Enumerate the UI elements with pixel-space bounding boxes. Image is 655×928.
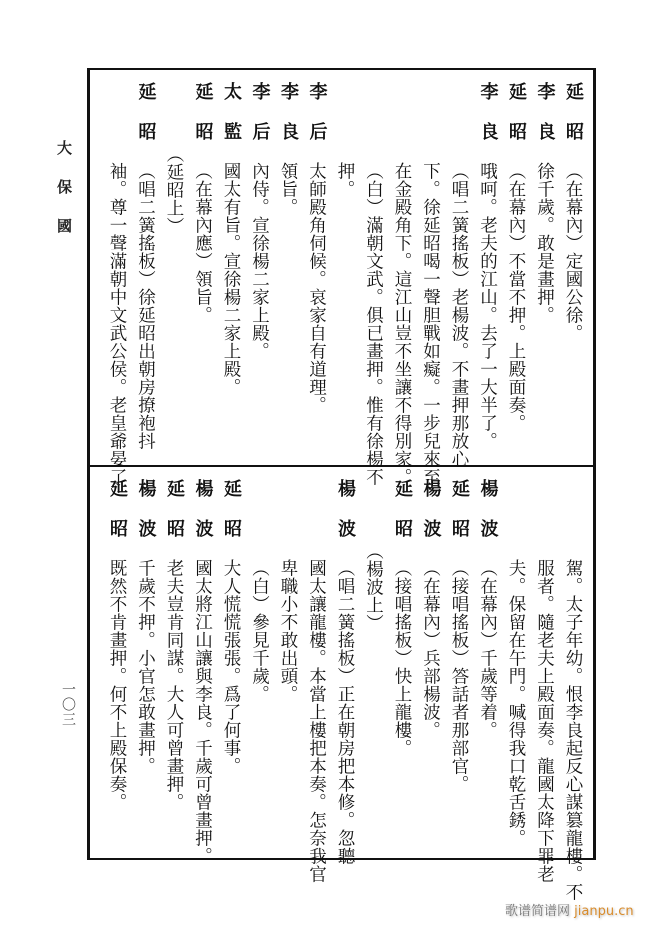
speaker-name: 延昭 [164, 479, 185, 559]
dialogue-line: 太師殿角伺候。哀家自有道理。 [306, 162, 327, 414]
dialogue-line: 大人慌慌張張。爲了何事。 [221, 559, 241, 775]
page-number: 一〇三 [60, 682, 76, 727]
dialogue-line: （在幕內）定國公徐。 [563, 162, 583, 342]
speaker-name: 楊波 [335, 479, 356, 559]
dialogue-line: （在幕內）兵部楊波。 [420, 559, 441, 739]
dialogue-line: 內侍。宣徐楊二家上殿。 [249, 162, 270, 360]
continuation-line: （白）滿朝文武。俱已畫押。惟有徐楊不 [363, 162, 384, 486]
speaker-name: 延昭 [449, 479, 470, 559]
continuation-line: （白）參見千歲。 [249, 559, 270, 703]
dialogue-line: （唱二簧搖板）徐延昭出朝房撩袍抖 [135, 162, 156, 450]
speaker-name: 延昭 [563, 82, 584, 162]
continuation-line: （延昭上） [164, 145, 184, 235]
watermark-en: jianpu.cn [574, 904, 634, 919]
section-divider [87, 465, 596, 467]
dialogue-line: 國太將江山讓與李良。千歲可曾畫押。 [192, 559, 213, 865]
dialogue-line: （在幕內應）領旨。 [192, 162, 213, 324]
continuation-line: （唱二簧搖板）老楊波。不畫押那放心 [449, 162, 469, 468]
watermark-cn: 歌谱简谱网 [505, 904, 571, 919]
continuation-line: （楊波上） [363, 542, 384, 632]
speaker-name: 李后 [306, 82, 328, 162]
continuation-line: 袖。尊一聲滿朝中文武公侯。老皇爺晏了 [107, 162, 127, 486]
speaker-name: 延昭 [192, 82, 214, 162]
speaker-name: 李后 [249, 82, 271, 162]
speaker-name: 太監 [221, 82, 242, 162]
speaker-name: 李良 [278, 82, 299, 162]
continuation-line: 卑職小不敢出頭。 [278, 559, 298, 703]
dialogue-line: （在幕內）千歲等着。 [477, 559, 498, 739]
book-title: 大保國 [55, 140, 73, 257]
speaker-name: 楊波 [192, 479, 214, 559]
continuation-line: 下。徐延昭喝一聲胆戰如癡。一步兒來至 [420, 162, 441, 486]
dialogue-line: 哦呵。老夫的江山。去了一大半了。 [477, 162, 498, 450]
speaker-name: 延昭 [506, 82, 527, 162]
speaker-name: 延昭 [392, 479, 413, 559]
speaker-name: 楊波 [135, 479, 157, 559]
dialogue-line: （接唱搖板）快上龍樓。 [392, 559, 412, 757]
watermark [505, 900, 634, 919]
speaker-name: 延昭 [107, 479, 128, 559]
continuation-line: 國太讓龍樓。本當上樓把本奏。怎奈我官 [306, 559, 327, 883]
speaker-name: 李良 [477, 82, 499, 162]
dialogue-line: 千歲不押。小官怎敢畫押。 [135, 559, 156, 775]
speaker-name: 延昭 [221, 479, 242, 559]
dialogue-line: （接唱搖板）答話者那部官。 [449, 559, 469, 793]
continuation-line: 押。 [335, 162, 355, 198]
continuation-line: 駕。太子年幼。恨李良起反心謀篡龍樓。不 [563, 559, 583, 901]
continuation-line: 在金殿角下。這江山豈不坐讓不得別家。 [392, 162, 412, 486]
dialogue-line: （在幕內）不當不押。上殿面奏。 [506, 162, 526, 432]
speaker-name: 楊波 [420, 479, 442, 559]
dialogue-line: 老夫豈肯同謀。大人可曾畫押。 [164, 559, 184, 811]
dialogue-line: 徐千歲。敢是畫押。 [534, 162, 555, 324]
continuation-line: 夫。保留在午門。喊得我口乾舌銹。 [506, 559, 526, 847]
dialogue-line: 國太有旨。宣徐楊二家上殿。 [221, 162, 241, 396]
dialogue-line: 既然不肯畫押。何不上殿保奏。 [107, 559, 127, 811]
dialogue-line: 領旨。 [278, 162, 298, 216]
speaker-name: 楊波 [477, 479, 499, 559]
continuation-line: 服者。隨老夫上殿面奏。龍國太降下罪老 [534, 559, 555, 883]
dialogue-line: （唱二簧搖板）正在朝房把本修。忽聽 [335, 559, 355, 865]
speaker-name: 李良 [534, 82, 556, 162]
speaker-name: 延昭 [135, 82, 157, 162]
